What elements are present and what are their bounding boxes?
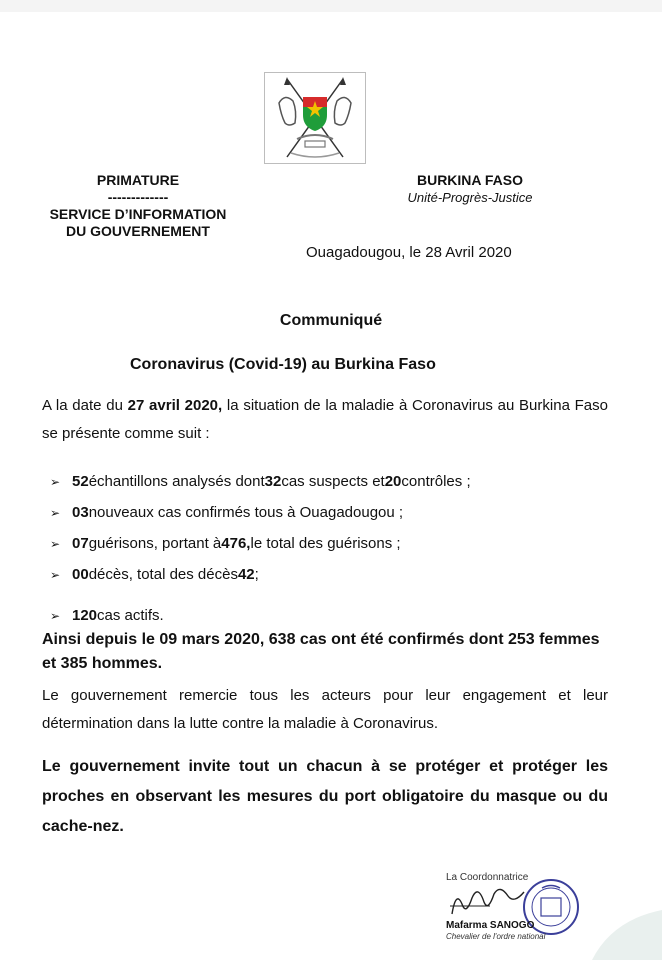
document-title: Communiqué: [279, 312, 383, 329]
list-item: [50, 528, 471, 559]
arrow-bullet-icon: ➢: [50, 567, 61, 582]
stat-text: cas actifs.: [97, 607, 164, 624]
intro-date: 27 avril 2020,: [127, 397, 223, 414]
arrow-bullet-icon: ➢: [50, 608, 61, 623]
stat-text: échantillons analysés dont: [88, 473, 265, 490]
stat-number: 32: [264, 473, 282, 490]
stat-number: 07: [72, 535, 89, 552]
country-motto: Unité-Progrès-Justice: [407, 190, 533, 205]
document-page: [0, 12, 662, 960]
issuer-line-2: SERVICE D’INFORMATION: [49, 206, 227, 222]
stat-number: 120: [72, 607, 98, 624]
issuer-line-3: DU GOUVERNEMENT: [66, 223, 210, 239]
signature-block: [446, 864, 586, 944]
stat-number: 42: [237, 566, 255, 583]
arrow-bullet-icon: ➢: [50, 505, 61, 520]
list-item: [50, 497, 471, 528]
stat-text: le total des guérisons ;: [250, 535, 401, 552]
issuer-block: [38, 172, 238, 240]
signatory-title: La Coordonnatrice: [446, 872, 529, 883]
issuer-line-1: PRIMATURE: [96, 172, 180, 188]
thanks-paragraph: Le gouvernement remercie tous les acteurs pour leur engagement et leur détermination dans la lutte contre la maladie à Coronavirus.: [42, 687, 608, 732]
list-item: [50, 600, 471, 631]
stat-text: guérisons, portant à: [88, 535, 222, 552]
country-block: [400, 172, 540, 206]
stat-text: nouveaux cas confirmés tous à Ouagadougou ;: [88, 504, 404, 521]
stat-number: 52: [72, 473, 89, 490]
stat-text: décès, total des décès: [88, 566, 238, 583]
document-subtitle: Coronavirus (Covid-19) au Burkina Faso: [130, 356, 436, 373]
document-date: Ouagadougou, le 28 Avril 2020: [306, 244, 512, 261]
page-corner-decoration: [572, 900, 662, 960]
intro-text-1: A la date du: [42, 397, 128, 414]
stat-number: 476,: [221, 535, 251, 552]
signatory-name: Mafarma SANOGO: [446, 920, 535, 931]
coat-of-arms-emblem: [264, 72, 366, 164]
intro-paragraph: [42, 392, 608, 448]
stat-text: contrôles ;: [401, 473, 471, 490]
country-name: BURKINA FASO: [416, 172, 524, 188]
stat-number: 20: [384, 473, 402, 490]
arrow-bullet-icon: ➢: [50, 474, 61, 489]
coat-of-arms-icon: [265, 73, 365, 163]
stat-text: cas suspects et: [281, 473, 385, 490]
stat-number: 00: [72, 566, 89, 583]
stat-text: ;: [254, 566, 259, 583]
invite-paragraph: Le gouvernement invite tout un chacun à se protéger et protéger les proches en observant les mesures du port obligatoire du masque ou du cache-nez.: [42, 758, 608, 835]
list-item: [50, 559, 471, 590]
arrow-bullet-icon: ➢: [50, 536, 61, 551]
statistics-list: [50, 466, 471, 631]
issuer-divider: -------------: [107, 189, 169, 205]
intro-text-2: la situation de la maladie à Coronavirus au Burkina Faso se présente comme suit :: [42, 397, 608, 442]
stat-number: 03: [72, 504, 89, 521]
signatory-distinction: Chevalier de l'ordre national: [446, 932, 546, 941]
list-item: [50, 466, 471, 497]
summary-paragraph: Ainsi depuis le 09 mars 2020, 638 cas ont été confirmés dont 253 femmes et 385 hommes.: [42, 631, 600, 672]
